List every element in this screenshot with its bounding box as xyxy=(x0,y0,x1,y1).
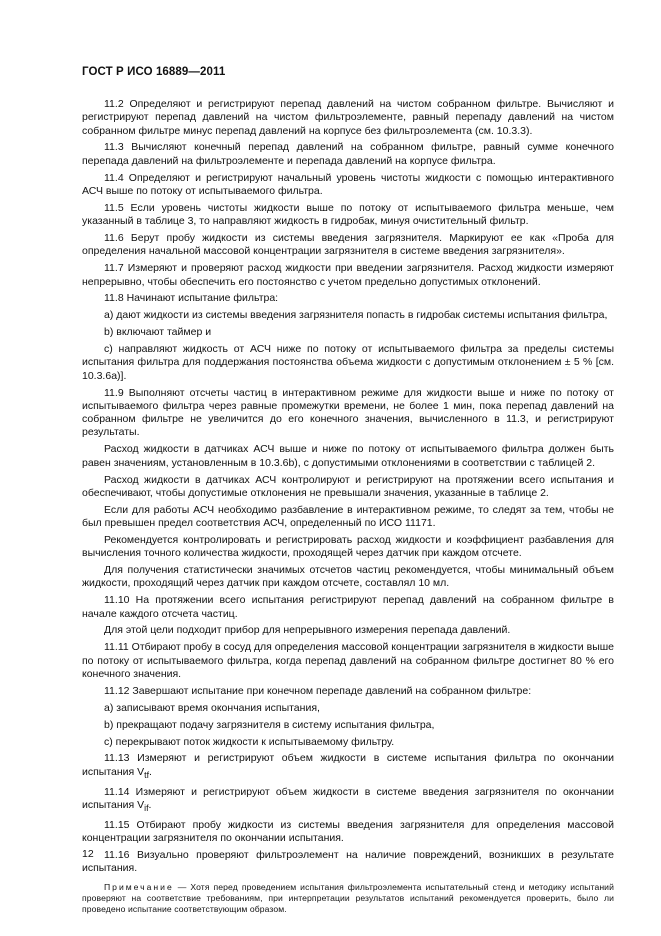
paragraph-11-16: 11.16 Визуально проверяют фильтроэлемент на наличие повреждений, возникших в результате испытания. xyxy=(82,849,614,875)
paragraph-11-13 xyxy=(82,752,614,782)
paragraph-tail: . xyxy=(149,765,152,778)
paragraph: Расход жидкости в датчиках АСЧ контролируют и регистрируют на протяжении всего испытания и обеспечивают, чтобы допустимые отклонения не превышали значения, указанные в таблице 2. xyxy=(82,473,614,499)
paragraph-11-5: 11.5 Если уровень чистоты жидкости выше по потоку от испытываемого фильтра меньше, чем указанный в таблице 3, то направляют жидкость в гидробак, минуя очистительный фильтр. xyxy=(82,201,614,228)
list-item: c) перекрывают поток жидкости к испытываемому фильтру. xyxy=(104,735,395,748)
paragraph-11-12: 11.12 Завершают испытание при конечном перепаде давлений на собранном фильтре: xyxy=(104,684,532,697)
note xyxy=(82,882,614,916)
paragraph-11-6: 11.6 Берут пробу жидкости из системы введения загрязнителя. Маркируют ее как «Проба для определения начальной массовой концентрации загрязнителя в системе введения загрязнителя». xyxy=(82,232,614,258)
paragraph: Рекомендуется контролировать и регистрировать расход жидкости и коэффициент разбавления для вычисления точного количества жидкости, проходящей через датчик при каждом отсчете. xyxy=(82,533,614,560)
paragraph-11-14 xyxy=(82,786,614,816)
subscript: tf xyxy=(144,769,150,780)
paragraph-text: 11.13 Измеряют и регистрируют объем жидкости в системе испытания фильтра по окончании испытания V xyxy=(82,752,614,778)
paragraph-11-7: 11.7 Измеряют и проверяют расход жидкости при введении загрязнителя. Расход жидкости измеряют непрерывно, чтобы обеспечить его постоянство с учетом предельно допустимых отклонений. xyxy=(82,262,614,288)
paragraph-11-10: 11.10 На протяжении всего испытания регистрируют перепад давлений на собранном фильтре в начале каждого отсчета частиц. xyxy=(82,594,614,620)
paragraph: Для этой цели подходит прибор для непрерывного измерения перепада давлений. xyxy=(104,624,511,637)
paragraph: Если для работы АСЧ необходимо разбавление в интерактивном режиме, то следят за тем, чтобы не был превышен предел соответствия АСЧ, определенный по ИСО 11171. xyxy=(82,503,614,530)
paragraph-11-3: 11.3 Вычисляют конечный перепад давлений на собранном фильтре, равный сумме конечного перепада давлений на фильтроэлементе и перепада давлений на корпусе фильтра. xyxy=(82,141,614,167)
note-text: — Хотя перед проведением испытания фильтроэлемента испытательный стенд и методику испытаний проверяют на соответствие требованиям, при интерпретации результатов испытаний рекомендуется проверить, было ли проведено испытание соответствующим образом. xyxy=(82,881,614,915)
list-item: a) записывают время окончания испытания, xyxy=(104,701,320,714)
paragraph: Для получения статистически значимых отсчетов частиц рекомендуется, чтобы минимальный объем жидкости, проходящий через датчик при каждом отсчете, составлял 10 мл. xyxy=(82,564,614,590)
list-item: a) дают жидкости из системы введения загрязнителя попасть в гидробак системы испытания фильтра, xyxy=(104,309,608,322)
list-item: b) включают таймер и xyxy=(104,326,212,339)
paragraph: Расход жидкости в датчиках АСЧ выше и ниже по потоку от испытываемого фильтра должен быть равен значениям, установленным в 10.3.6b), с допустимыми отклонениями в соответствии с таблицей 2. xyxy=(82,443,614,469)
paragraph-11-4: 11.4 Определяют и регистрируют начальный уровень чистоты жидкости с помощью интерактивного АСЧ выше по потоку от испытываемого фильтра. xyxy=(82,171,614,197)
list-item: c) направляют жидкость от АСЧ ниже по потоку от испытываемого фильтра за пределы системы испытания фильтра для поддержания постоянства объема жидкости с допустимым отклонением ± 5 % [см. 10.3.6а)]. xyxy=(82,343,614,382)
paragraph-11-8: 11.8 Начинают испытание фильтра: xyxy=(104,292,279,305)
paragraph-11-9: 11.9 Выполняют отсчеты частиц в интерактивном режиме для жидкости выше и ниже по потоку от испытываемого фильтра через равные промежутки времени, не более 1 мин, пока перепад давлений на собранном фильтре не увеличится до его конечного значения, вычисленного в 11.3, и регистрируют результаты. xyxy=(82,386,614,439)
paragraph-11-11: 11.11 Отбирают пробу в сосуд для определения массовой концентрации загрязнителя в жидкости выше по потоку от испытываемого фильтра, когда перепад давлений на собранном фильтре достигнет 80 % его конечного значения. xyxy=(82,641,614,680)
document-body xyxy=(82,98,614,919)
paragraph-11-2: 11.2 Определяют и регистрируют перепад давлений на чистом собранном фильтре. Вычисляют и регистрируют перепад давлений на чистом фильтроэлементе, равный перепаду давлений на чистом собранном фильтре минус перепад давлений на корпусе без фильтроэлемента (см. 10.3.3). xyxy=(82,98,614,137)
note-label: Примечание xyxy=(104,881,174,892)
subscript: if xyxy=(144,803,149,814)
paragraph-11-15: 11.15 Отбирают пробу жидкости из системы введения загрязнителя для определения массовой концентрации загрязнителя по окончании испытания. xyxy=(82,818,614,845)
document-header: ГОСТ Р ИСО 16889—2011 xyxy=(82,66,226,78)
paragraph-tail: . xyxy=(148,799,152,811)
list-item: b) прекращают подачу загрязнителя в систему испытания фильтра, xyxy=(104,718,435,731)
paragraph-text: 11.14 Измеряют и регистрируют объем жидкости в системе введения загрязнителя по окончании испытания V xyxy=(82,785,614,811)
page-number: 12 xyxy=(82,848,94,860)
